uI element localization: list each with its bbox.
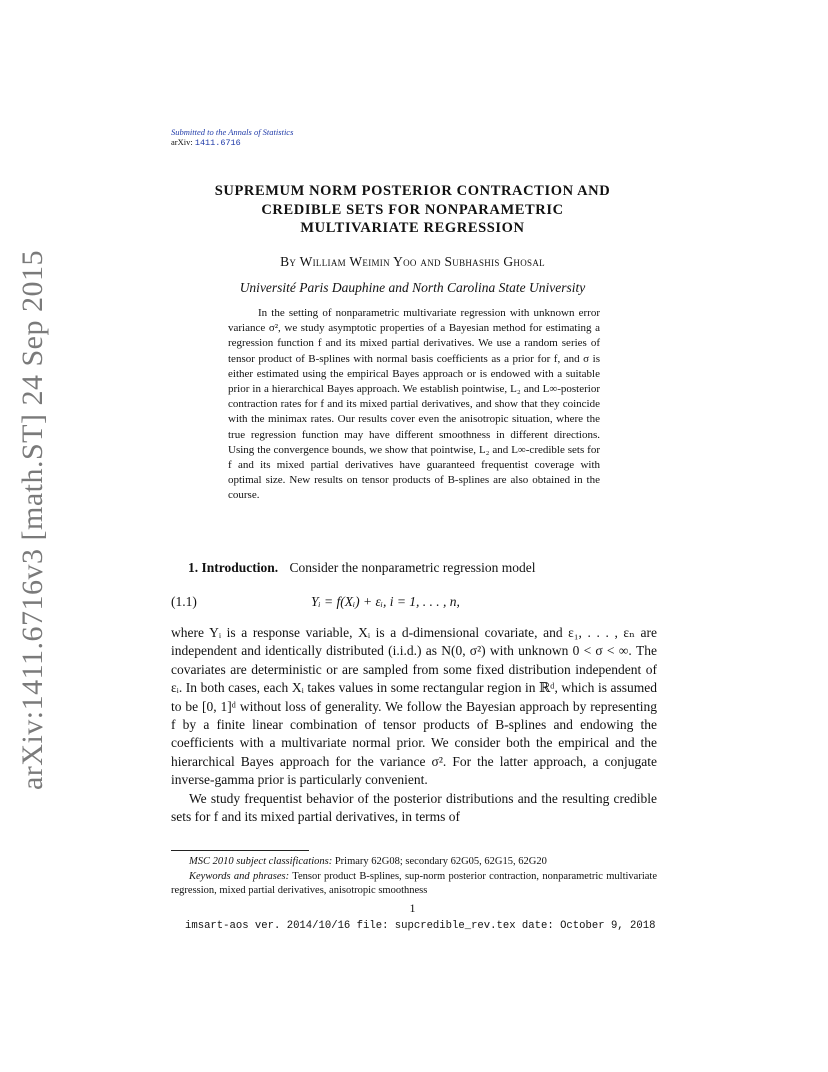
equation-body: Yᵢ = f(Xᵢ) + εᵢ, i = 1, . . . , n,	[311, 594, 460, 609]
keywords-footnote	[171, 870, 657, 899]
msc-footnote	[171, 855, 657, 870]
arxiv-stamp-text: arXiv:1411.6716v3 [math.ST] 24 Sep 2015	[16, 249, 49, 791]
arxiv-line	[171, 137, 293, 148]
msc-text: Primary 62G08; secondary 62G05, 62G15, 62G20	[334, 856, 547, 867]
footnotes	[171, 855, 657, 899]
abstract	[228, 306, 600, 504]
keywords-text: Tensor product B-splines, sup-norm posterior contraction, nonparametric multivariate regression, mixed partial derivatives, anisotropic smoothness	[171, 870, 657, 896]
title-line-3: MULTIVARIATE REGRESSION	[300, 220, 525, 236]
abstract-text: In the setting of nonparametric multivariate regression with unknown error variance σ², we study asymptotic properties of a Bayesian method for estimating a regression function f and its mixed partial derivatives. We use a random series of tensor product of B-splines with normal basis coefficients as a prior for f, and σ is either estimated using the empirical Bayes approach or is endowed with a suitable prior in a hierarchical Bayes approach. We establish pointwise, L₂ and L∞-posterior contraction rates for f and its mixed partial derivatives, and show that they coincide with the minimax rates. Our results cover even the anisotropic situation, where the true regression function may have different smoothness in different directions. Using the convergence bounds, we show that pointwise, L₂ and L∞-credible sets for f and its mixed partial derivatives have guaranteed frequentist coverage with optimal size. New results on tensor products of B-splines are also obtained in the course.	[228, 307, 600, 502]
body-text	[171, 624, 657, 826]
equation-1-1	[171, 594, 657, 612]
arxiv-sidebar-stamp	[10, 249, 56, 791]
msc-label: MSC 2010 subject classifications:	[189, 856, 333, 867]
keywords-label: Keywords and phrases:	[189, 870, 290, 882]
affiliation-line: Université Paris Dauphine and North Carolina State University	[239, 280, 586, 295]
section-lead-text: Consider the nonparametric regression model	[289, 560, 536, 575]
section-title: 1. Introduction.	[188, 560, 279, 575]
running-header	[171, 127, 293, 148]
section-heading	[188, 560, 535, 576]
paper-title	[160, 182, 665, 238]
journal-line[interactable]: Submitted to the Annals of Statistics	[171, 127, 294, 137]
build-info-line: imsart-aos ver. 2014/10/16 file: supcredible_rev.tex date: October 9, 2018	[185, 920, 656, 932]
paragraph-2: We study frequentist behavior of the posterior distributions and the resulting credible sets for f and its mixed partial derivatives, in terms of	[171, 790, 657, 825]
page-number: 1	[409, 901, 416, 915]
equation-number: (1.1)	[171, 594, 197, 609]
author-line: By William Weimin Yoo and Subhashis Ghosal	[280, 254, 545, 269]
arxiv-id-link[interactable]: 1411.6716	[194, 138, 241, 148]
title-line-2: CREDIBLE SETS FOR NONPARAMETRIC	[261, 201, 564, 218]
paragraph-1: where Yᵢ is a response variable, Xᵢ is a d-dimensional covariate, and ε₁, . . . , εₙ are independent and identically distributed (i.i.d.) as N(0, σ²) with unknown 0 < σ < ∞. The covariates are deterministic or are sampled from some fixed distribution independent of εᵢ. In both cases, each Xᵢ takes values in some rectangular region in ℝᵈ, which is assumed to be [0, 1]ᵈ without loss of generality. We follow the Bayesian approach by representing f by a finite linear combination of tensor products of B-splines and endowing the coefficients with a multivariate normal prior. We consider both the empirical and the hierarchical Bayes approach for the variance σ². For the latter approach, a conjugate inverse-gamma prior is particularly convenient.	[171, 625, 657, 788]
title-line-1: SUPREMUM NORM POSTERIOR CONTRACTION AND	[214, 183, 611, 199]
footnote-rule	[171, 850, 309, 851]
arxiv-label: arXiv:	[171, 137, 193, 147]
